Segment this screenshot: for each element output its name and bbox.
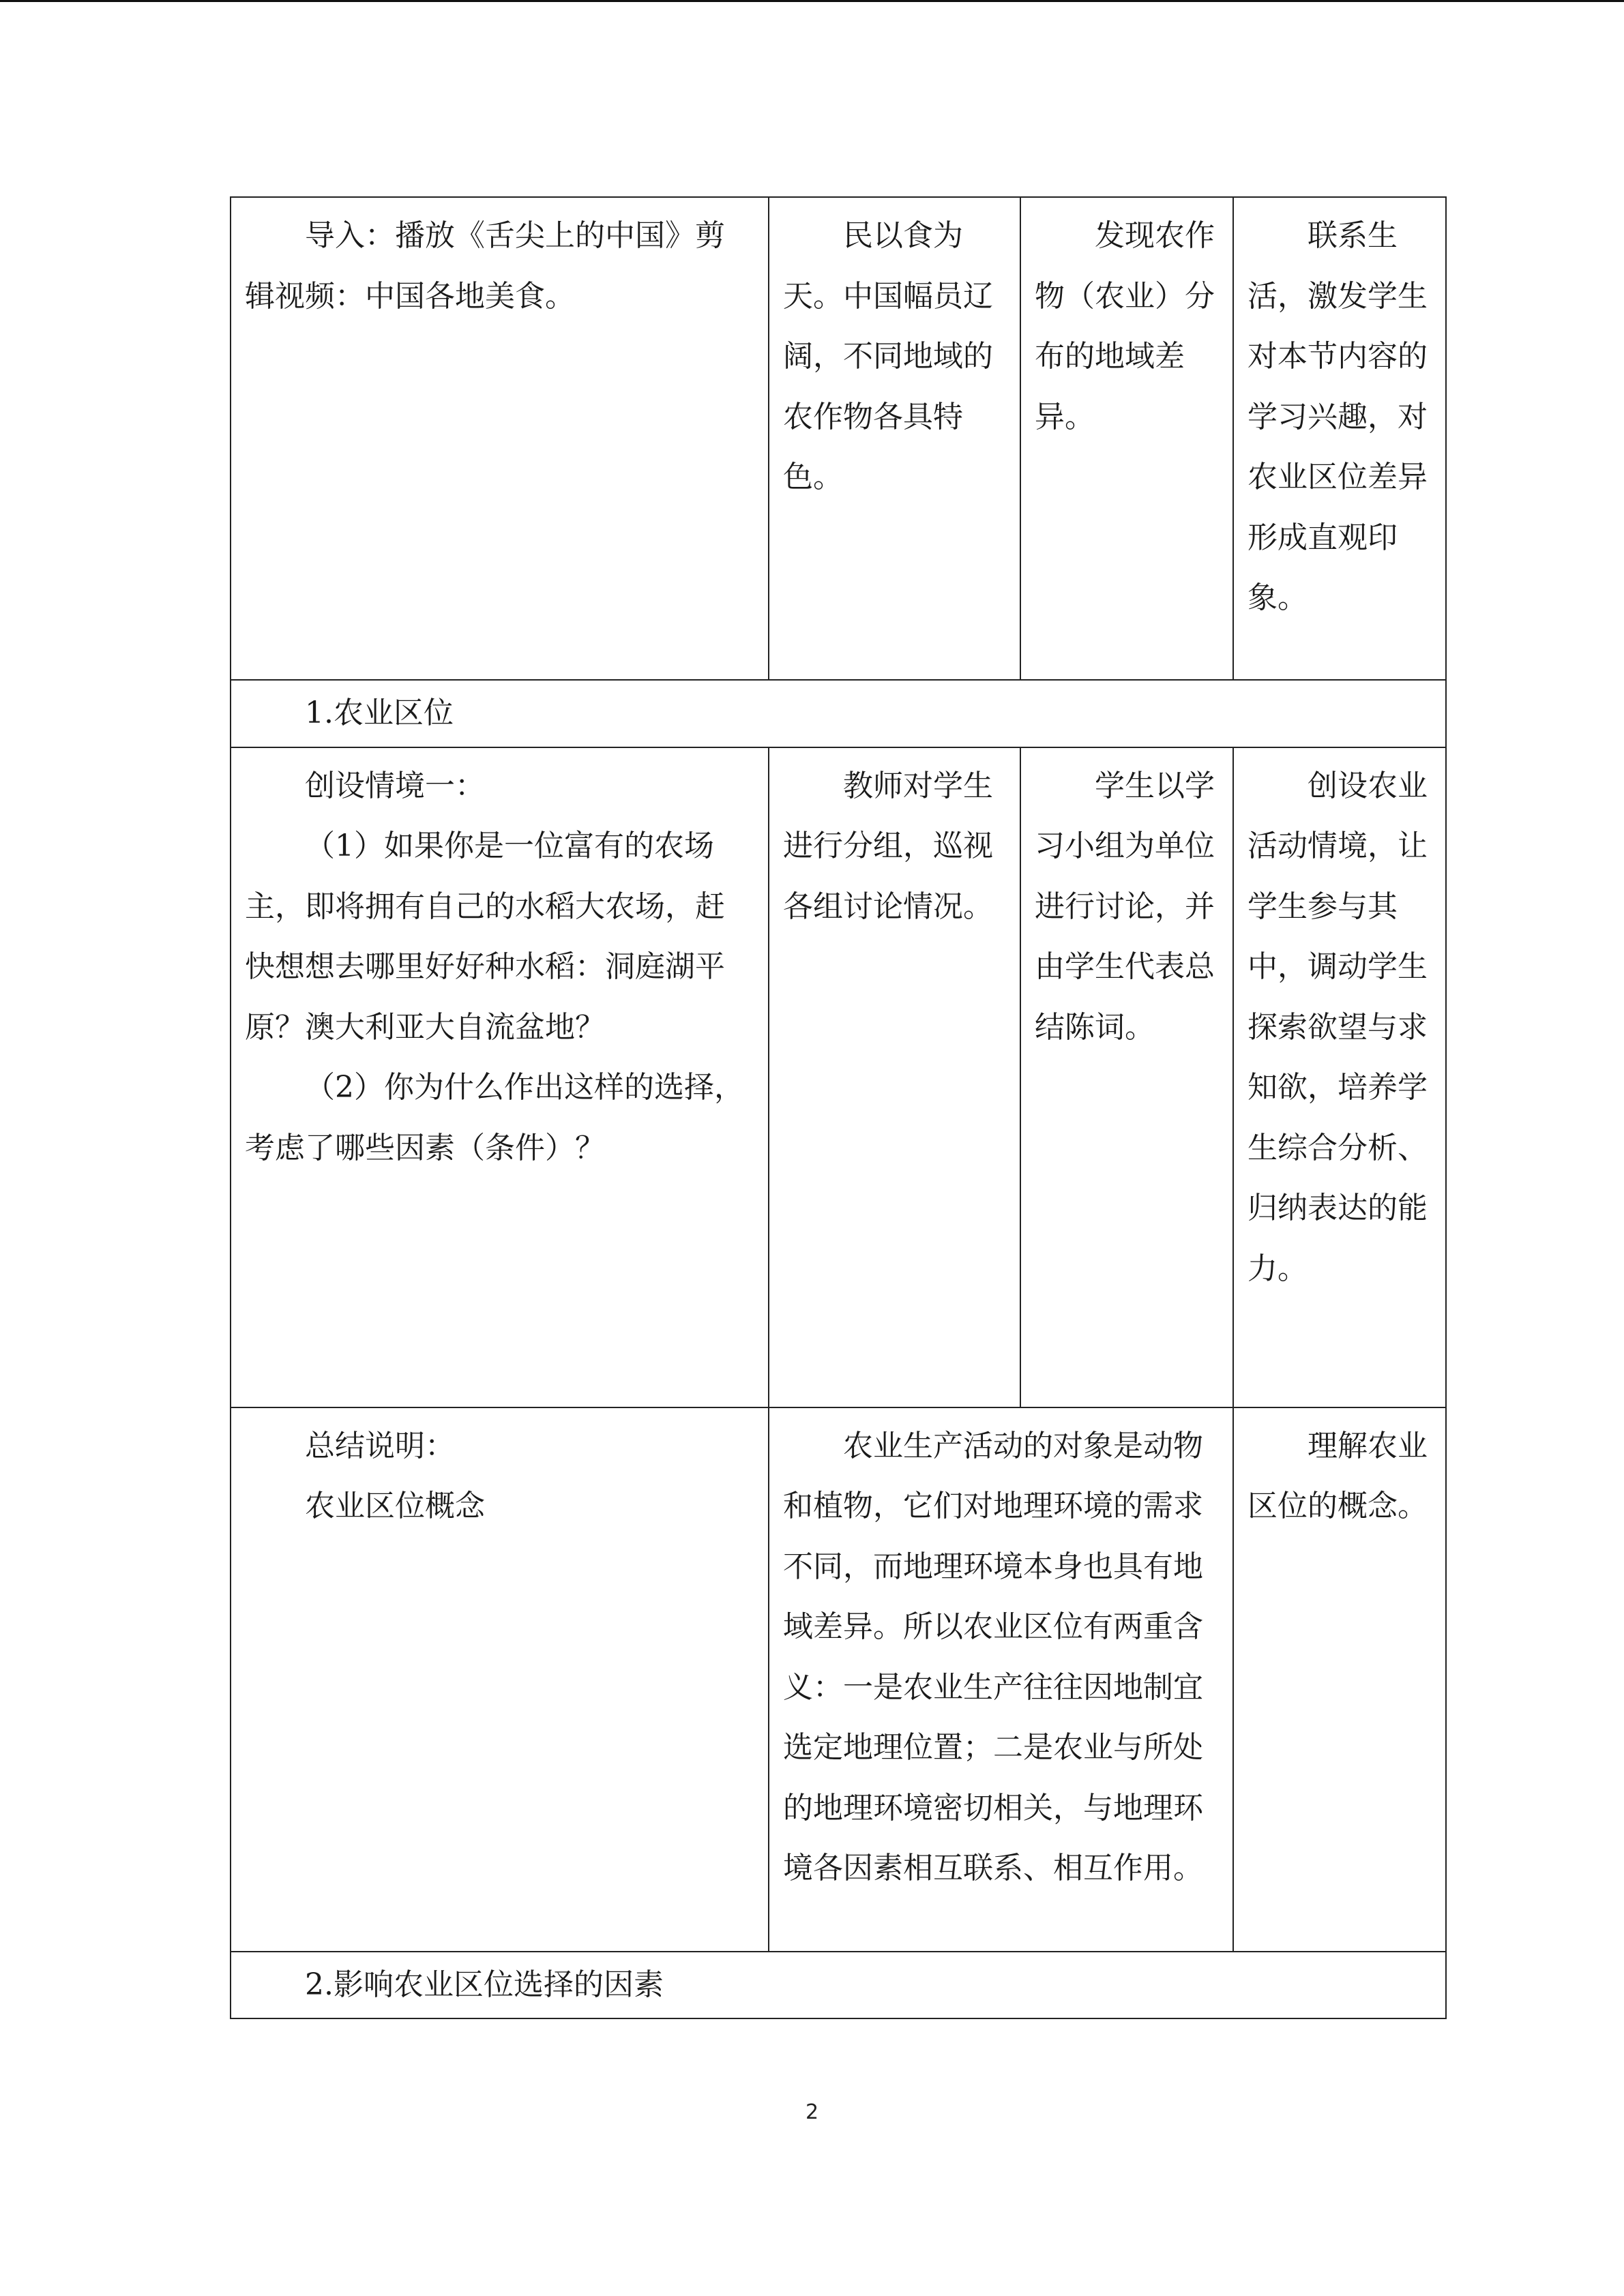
top-border-line [0, 0, 1624, 2]
cell-intro-teaching [231, 197, 769, 680]
intro-intent-text: 联系生活，激发学生对本节内容的学习兴趣，对农业区位差异形成直观印象。 [1247, 218, 1428, 615]
table-row-intro [231, 197, 1446, 680]
summary-title: 总结说明： [305, 1428, 455, 1463]
section-1-heading: 1.农业区位 [305, 696, 454, 730]
cell-section-2 [231, 1952, 1446, 2019]
intro-teaching-text: 导入：播放《舌尖上的中国》剪辑视频：中国各地美食。 [245, 218, 725, 314]
cell-scenario-student [1020, 747, 1233, 1407]
cell-summary-content [769, 1407, 1233, 1952]
cell-scenario-teaching [231, 747, 769, 1407]
cell-scenario-intent [1233, 747, 1446, 1407]
summary-subtitle: 农业区位概念 [305, 1489, 485, 1523]
page-number: 2 [805, 2100, 819, 2124]
intro-teacher-text: 民以食为天。中国幅员辽阔，不同地域的农作物各具特色。 [783, 218, 993, 494]
cell-summary-teaching [231, 1407, 769, 1952]
scenario-title: 创设情境一： [305, 768, 485, 803]
scenario-student-text: 学生以学习小组为单位进行讨论，并由学生代表总结陈词。 [1035, 768, 1215, 1045]
cell-intro-student [1020, 197, 1233, 680]
table-row-summary [231, 1407, 1446, 1952]
scenario-intent-text: 创设农业活动情境，让学生参与其中，调动学生探索欲望与求知欲，培养学生综合分析、归纳表达的能力。 [1247, 768, 1428, 1286]
cell-scenario-teacher [769, 747, 1020, 1407]
section-2-heading: 2.影响农业区位选择的因素 [305, 1967, 664, 2002]
cell-intro-teacher [769, 197, 1020, 680]
table-row-section-2 [231, 1952, 1446, 2019]
table-row-scenario [231, 747, 1446, 1407]
table-row-section-1 [231, 680, 1446, 747]
cell-intro-intent [1233, 197, 1446, 680]
summary-intent-text: 理解农业区位的概念。 [1247, 1428, 1428, 1523]
scenario-question-1: （1）如果你是一位富有的农场主，即将拥有自己的水稻大农场，赶快想想去哪里好好种水稻：洞庭湖平原？澳大利亚大自流盆地？ [245, 829, 725, 1045]
summary-content-text: 农业生产活动的对象是动物和植物，它们对地理环境的需求不同，而地理环境本身也具有地域差异。所以农业区位有两重含义：一是农业生产往往因地制宜选定地理位置；二是农业与所处的地理环境密切相关，与地理环境各因素相互联系、相互作用。 [783, 1428, 1203, 1885]
scenario-teacher-text: 教师对学生进行分组，巡视各组讨论情况。 [783, 768, 993, 924]
cell-summary-intent [1233, 1407, 1446, 1952]
lesson-plan-table [230, 196, 1447, 2019]
scenario-question-2: （2）你为什么作出这样的选择，考虑了哪些因素（条件）？ [245, 1070, 744, 1165]
intro-student-text: 发现农作物（农业）分布的地域差异。 [1035, 218, 1215, 434]
cell-section-1 [231, 680, 1446, 747]
